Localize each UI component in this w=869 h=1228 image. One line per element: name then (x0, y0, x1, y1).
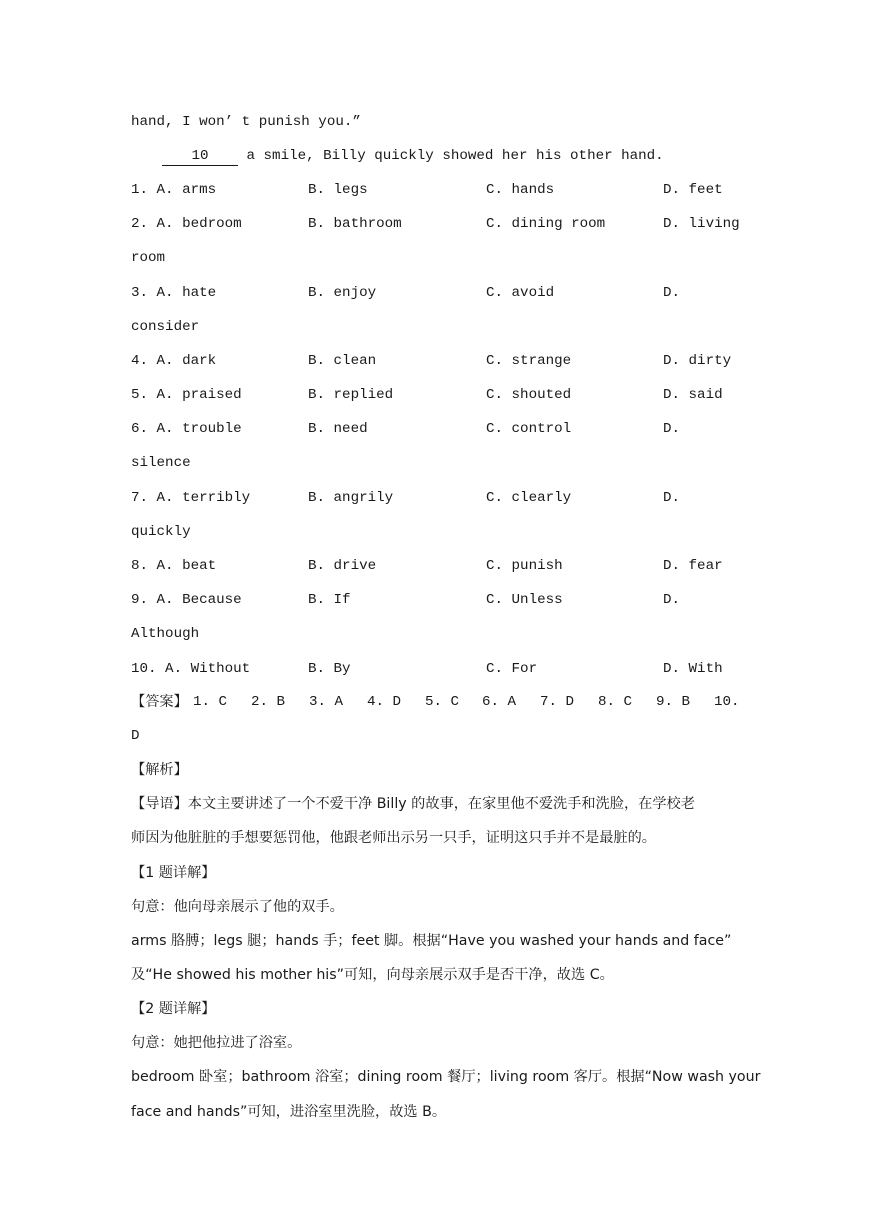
option-a: 8. A. beat (131, 558, 217, 574)
option-d: D. fear (663, 558, 723, 574)
q1-explanation: 及“He showed his mother his”可知，向母亲展示双手是否干净，故选 C。 (131, 967, 614, 983)
option-wrap: Although (131, 626, 200, 642)
option-row (131, 283, 741, 303)
q2-explanation: face and hands”可知，进浴室里洗脸，故选 B。 (131, 1104, 447, 1120)
option-a: 5. A. praised (131, 387, 242, 403)
answer-item: 9. B (656, 694, 691, 710)
q2-meaning: 句意：她把他拉进了浴室。 (131, 1035, 302, 1051)
option-a: 4. A. dark (131, 353, 217, 369)
option-row (131, 590, 741, 610)
option-b: B. legs (308, 182, 368, 198)
answer-item: 5. C (425, 694, 460, 710)
answer-item: 7. D (540, 694, 575, 710)
option-b: B. If (308, 592, 351, 608)
option-row (131, 385, 741, 405)
option-b: B. enjoy (308, 284, 377, 301)
answer-item: 2. B (251, 694, 286, 710)
option-a: 1. A. arms (131, 182, 217, 198)
option-d: D. (663, 284, 681, 301)
option-d: D. said (663, 387, 723, 403)
option-c: C. clearly (486, 489, 572, 506)
option-b: B. By (308, 660, 351, 677)
option-row (131, 180, 741, 200)
option-a: 2. A. bedroom (131, 216, 242, 232)
option-d: D. (663, 421, 681, 437)
option-b: B. need (308, 421, 368, 437)
option-c: C. strange (486, 353, 572, 369)
option-d: D. (663, 592, 681, 608)
option-b: B. clean (308, 353, 377, 369)
option-a: 10. A. Without (131, 660, 251, 677)
option-c: C. dining room (486, 216, 606, 232)
answer-wrap: D (131, 728, 140, 744)
answer-item: 10. (714, 694, 740, 710)
answer-item: 6. A (482, 694, 517, 710)
answer-item: 3. A (309, 694, 344, 710)
option-c: C. For (486, 660, 538, 677)
option-c: C. punish (486, 558, 563, 574)
option-row (131, 419, 741, 439)
option-d: D. feet (663, 182, 723, 198)
q1-heading: 【1 题详解】 (131, 865, 216, 881)
answer-item: 8. C (598, 694, 633, 710)
option-c: C. shouted (486, 387, 572, 403)
option-c: C. control (486, 421, 572, 437)
option-d: D. living (663, 216, 740, 232)
option-a: 3. A. hate (131, 284, 217, 301)
option-row (131, 351, 741, 371)
option-wrap: consider (131, 318, 200, 335)
q2-heading: 【2 题详解】 (131, 1001, 216, 1017)
option-a: 6. A. trouble (131, 421, 242, 437)
answer-item: 1. C (193, 694, 228, 710)
q2-explanation: bedroom 卧室；bathroom 浴室；dining room 餐厅；living room 客厅。根据“Now wash your (131, 1069, 761, 1085)
option-c: C. Unless (486, 592, 563, 608)
option-b: B. bathroom (308, 216, 402, 232)
option-b: B. replied (308, 387, 394, 403)
answer-label: 【答案】 (131, 694, 188, 710)
story-line: hand, I won’ t punish you.” (131, 114, 361, 130)
option-row (131, 556, 741, 576)
option-row (131, 659, 741, 679)
story-line (131, 146, 664, 166)
option-d: D. (663, 489, 681, 506)
q1-meaning: 句意：他向母亲展示了他的双手。 (131, 899, 344, 915)
option-b: B. angrily (308, 489, 394, 506)
option-d: D. With (663, 660, 723, 677)
guide-text: 师因为他脏脏的手想要惩罚他，他跟老师出示另一只手，证明这只手并不是最脏的。 (131, 830, 656, 846)
story-line-text: a smile, Billy quickly showed her his other hand. (238, 148, 664, 164)
analysis-heading: 【解析】 (131, 762, 188, 778)
option-c: C. avoid (486, 284, 555, 301)
option-row (131, 214, 741, 234)
blank-10: 10 (162, 148, 238, 166)
option-row (131, 488, 741, 508)
answer-row (131, 692, 741, 712)
option-b: B. drive (308, 558, 377, 574)
option-a: 9. A. Because (131, 592, 242, 608)
guide-text: 【导语】本文主要讲述了一个不爱干净 Billy 的故事，在家里他不爱洗手和洗脸，在学校老 (131, 796, 695, 812)
q1-explanation: arms 胳膊；legs 腿；hands 手；feet 脚。根据“Have you washed your hands and face” (131, 933, 732, 949)
option-a: 7. A. terribly (131, 489, 251, 506)
answer-item: 4. D (367, 694, 402, 710)
option-c: C. hands (486, 182, 555, 198)
option-wrap: room (131, 250, 166, 266)
option-d: D. dirty (663, 353, 732, 369)
option-wrap: silence (131, 455, 191, 471)
option-wrap: quickly (131, 523, 191, 540)
